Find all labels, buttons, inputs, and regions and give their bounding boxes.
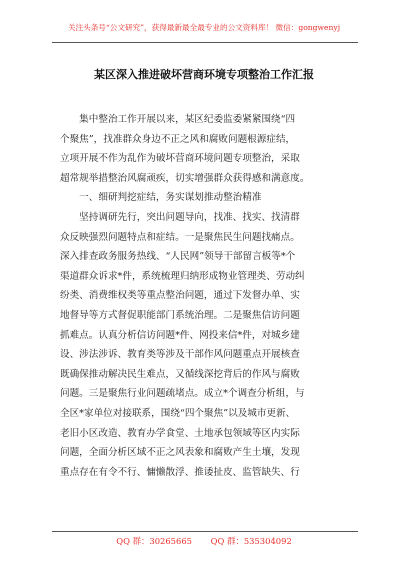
body-line: 众反映强烈问题特点和症结。一是聚焦民生问题找痛点。 bbox=[60, 231, 300, 243]
body-line: 渠道群众诉求*件，系统梳理归纳形成物业管理类、劳动纠 bbox=[60, 270, 305, 282]
header-divider bbox=[52, 42, 358, 43]
body-line: 问题，全面分析区域不正之风表象和腐败产生土壤，发现 bbox=[60, 447, 300, 459]
document-title: 某区深入推进破坏营商环境专项整治工作汇报 bbox=[94, 68, 314, 81]
footer bbox=[0, 535, 408, 547]
body-line: 深入排查政务服务热线、“人民网”领导干部留言板等*个 bbox=[60, 251, 296, 263]
footer-divider bbox=[52, 531, 358, 532]
footer-qq-group-1: QQ 群：30265665 bbox=[116, 536, 192, 546]
body-line: 地督导等方式督促职能部门系统治理。二是聚焦信访问题 bbox=[60, 309, 300, 321]
body-line: 纷类、消费维权类等重点整治问题，通过下发督办单、实 bbox=[60, 290, 300, 302]
footer-qq-group-2: QQ 群：535304092 bbox=[210, 536, 292, 546]
body-line: 设、涉法涉诉、教育类等涉及干部作风问题重点开展核查 bbox=[60, 349, 300, 361]
body-line: 既确保推动解决民生难点，又循线深挖背后的作风与腐败 bbox=[60, 368, 300, 380]
body-line: 重点存在有令不行、慵懒散浮、推诿扯皮、监管缺失、行 bbox=[60, 466, 300, 478]
body-line: 抓难点。认真分析信访问题*件、网投来信*件，对城乡建 bbox=[60, 329, 300, 341]
body-line: 立项开展不作为乱作为破坏营商环境问题专项整治，采取 bbox=[60, 153, 300, 165]
body-line: 超常规举措整治风腐顽疾，切实增强群众获得感和满意度。 bbox=[60, 172, 310, 184]
body-line: 老旧小区改造、教育办学食堂、土地承包领域等区内实际 bbox=[60, 427, 300, 439]
body-line: 全区*家单位对接联系，围绕“四个聚焦”以及城市更新、 bbox=[60, 407, 296, 419]
header-banner: 关注头条号“公文研究”，获得最新最全最专业的公文资料库！ 微信：gongwenyj bbox=[67, 23, 341, 32]
body-line: 问题。三是聚焦行业问题疏堵点。成立*个调查分析组，与 bbox=[60, 388, 305, 400]
body-line: 坚持调研先行，突出问题导向，找准、找实、找清群 bbox=[60, 211, 300, 223]
document-body bbox=[60, 110, 352, 482]
section-heading: 一、细研判挖症结，务实谋划推动整治精准 bbox=[60, 192, 262, 204]
body-line: 个聚焦”，找准群众身边不正之风和腐败问题根源症结， bbox=[60, 133, 296, 145]
body-line: 集中整治工作开展以来，某区纪委监委紧紧围绕“四 bbox=[60, 114, 296, 125]
